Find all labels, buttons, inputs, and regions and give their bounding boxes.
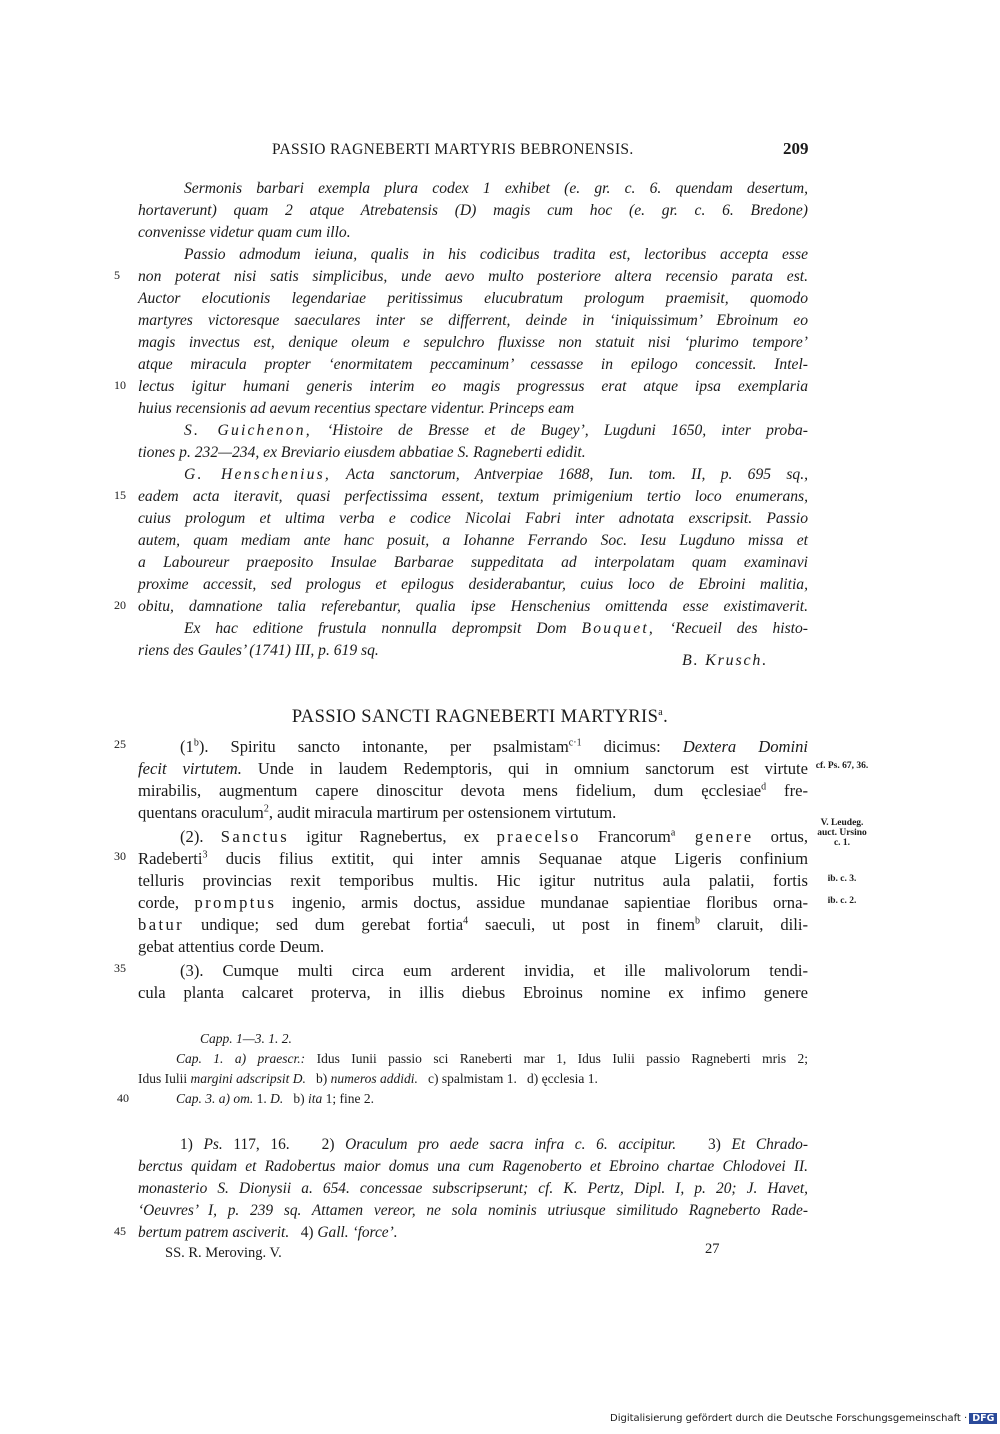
intro-line: a Laboureur praeposito Insulae Barbarae suppeditata ad interpolatam quam examinavi: [138, 554, 808, 571]
author-name: S. Guichenon,: [184, 422, 312, 439]
intro-line: proxime accessit, sed prologus et epilogus desiderabantur, cuius loco de Ebroini malitia,: [138, 576, 808, 593]
line-number: 15: [114, 488, 126, 502]
spaced-word: praecelso: [496, 827, 581, 846]
author-name: Bouquet,: [581, 620, 655, 637]
text-span: igitur Ragnebertus, ex: [289, 827, 497, 846]
text-line: gebat attentius corde Deum.: [138, 937, 325, 956]
text-line: [138, 781, 808, 803]
apparatus-text: margini adscripsit D.: [190, 1071, 306, 1086]
footnote-text: 3): [676, 1136, 732, 1153]
dfg-logo: DFG: [969, 1413, 997, 1424]
text-span: ). Spiritu sancto intonante, per psalmistam: [198, 737, 569, 756]
text-span: undique; sed dum gerebat fortia: [184, 915, 464, 934]
footnote-text: Oraculum pro aede sacra infra c. 6. accipitur.: [345, 1136, 677, 1153]
text-span: dicimus:: [581, 737, 683, 756]
side-note: [812, 818, 872, 848]
text-line: [138, 759, 808, 781]
intro-line-text: ‘Histoire de Bresse et de Bugey’, Lugduni 1650, inter proba-: [311, 422, 808, 439]
text-span: ortus,: [753, 827, 808, 846]
text-span: (2).: [180, 827, 221, 846]
side-note-line: V. Leudeg.: [820, 818, 864, 828]
intro-line-text: Acta sanctorum, Antverpiae 1688, Iun. tom. II, p. 695 sq.,: [331, 466, 808, 483]
text-span: (1: [180, 737, 194, 756]
intro-line: tiones p. 232—234, ex Breviario eiusdem abbatiae S. Ragneberti edidit.: [138, 444, 586, 461]
intro-line-text: Ex hac editione frustula nonnulla deprompsit Dom: [184, 620, 582, 637]
footnote-marker: 4: [463, 915, 469, 927]
intro-line-text: eadem acta iteravit, quasi perfectissima essent, textum primigenium tertio loco enumerans,: [138, 488, 808, 505]
apparatus-text: 1.: [253, 1091, 271, 1106]
footnote-marker: a: [658, 706, 664, 718]
intro-line: atque miracula propter ‘enormitatem peccaminum’ cessasse in epilogo concessit. Intel-: [138, 356, 808, 373]
scripture-quote: Dextera Domini: [682, 737, 809, 756]
footnote-text: bertum patrem asciverit.: [138, 1224, 290, 1241]
apparatus-text: numeros addidi.: [330, 1071, 418, 1086]
line-number: 45: [114, 1224, 126, 1238]
line-number: 30: [114, 849, 126, 863]
spaced-word: Sanctus: [220, 827, 290, 846]
intro-line-text: lectus igitur humani generis interim eo magis progressus erat atque ipsa exemplaria: [138, 378, 808, 395]
apparatus-text: Idus Iulii: [138, 1071, 191, 1086]
apparatus-text: ita: [308, 1091, 323, 1106]
line-number: 35: [114, 961, 126, 975]
intro-line-text: obitu, damnatione talia referebantur, qualia ipse Henschenius omittenda esse existimaverit.: [138, 598, 808, 615]
intro-line: cuius prologum et ultima verba e codice Nicolai Fabri inter adnotata exscripsit. Passio: [138, 510, 808, 527]
section-title: PASSIO SANCTI RAGNEBERTI MARTYRIS$^a$.: [291, 706, 669, 727]
apparatus-line: [117, 1091, 846, 1109]
footnote-line: [180, 1136, 808, 1156]
apparatus-text: Cap. 1. a): [176, 1051, 258, 1066]
footnote-line: ‘Oeuvres’ I, p. 239 sq. Attamen vereor, ne sola nominis utriusque similitudo Ragneberto Rade-: [138, 1202, 808, 1219]
text-line: [180, 827, 808, 849]
spaced-word: batur: [138, 915, 185, 934]
text-span: ingenio, armis doctus, assidue mundanae sapientiae floribus orna-: [276, 893, 808, 912]
footnote-marker: b: [193, 737, 199, 749]
text-span: Radeberti: [138, 849, 203, 868]
text-span: corde,: [138, 893, 195, 912]
line-number: 25: [114, 737, 126, 751]
apparatus-line: [138, 1071, 808, 1089]
apparatus-line: [176, 1051, 808, 1069]
intro-line: [114, 378, 808, 398]
footnote-text: Gall. ‘force’.: [317, 1224, 398, 1241]
intro-line: [114, 488, 808, 508]
text-line: [114, 737, 809, 759]
intro-line: [184, 466, 808, 486]
intro-line: Auctor elocutionis legendariae peritissimus elucubratum prologum praemisit, quomodo: [138, 290, 808, 307]
text-span: saeculi, ut post in finem: [468, 915, 695, 934]
text-span: quentans oraculum: [138, 803, 264, 822]
intro-line: riens des Gaules’ (1741) III, p. 619 sq.: [138, 642, 379, 659]
intro-line: autem, quam mediam ante hanc posuit, a Iohanne Ferrando Soc. Iesu Lugduno missa et: [138, 532, 808, 549]
line-number: 20: [114, 598, 126, 612]
intro-line: martyres victoresque saeculares inter se differrent, deinde in ‘iniquissimum’ Ebroinum eo: [138, 312, 808, 329]
side-note: ib. c. 3.: [827, 874, 857, 884]
text-span: Francorum: [580, 827, 671, 846]
side-note-line: auct. Ursino: [817, 828, 867, 838]
footnote-marker: a: [670, 827, 676, 839]
text-line: [114, 961, 808, 983]
apparatus-line: [200, 1031, 870, 1049]
digitization-footer: [610, 1413, 997, 1424]
text-span: Unde in laudem Redemptoris, qui in omnium sanctorum est virtute: [241, 759, 808, 778]
text-span: ducis filius extitit, qui inter amnis Sequanae atque Ligeris confinium: [207, 849, 808, 868]
footnote-marker: c·1: [568, 737, 582, 749]
apparatus-text: Cap. 3. a): [176, 1091, 234, 1106]
intro-line-text: ‘Recueil des histo-: [654, 620, 808, 637]
intro-line: Sermonis barbari exempla plura codex 1 exhibet (e. gr. c. 6. quendam desertum,: [184, 180, 808, 197]
footnote-line: berctus quidam et Radobertus maior domus una cum Ragenoberto et Ebroino chartae Chlodovei II.: [138, 1158, 808, 1175]
line-number: 10: [114, 378, 126, 392]
intro-line-text: non poterat nisi satis simplicibus, unde aevo multo posteriore altera recensio parata est.: [138, 268, 808, 285]
scripture-quote: fecit virtutem.: [138, 759, 242, 778]
apparatus-text: c) spalmistam 1. d) ęcclesia 1.: [417, 1071, 598, 1086]
apparatus-text: Capp. 1—3. 1. 2.: [200, 1031, 292, 1046]
line-number: 5: [114, 268, 120, 282]
apparatus-text: praescr.:: [257, 1051, 306, 1066]
text-span: mirabilis, augmentum capere dinoscitur devota mens fidelium, dum ęcclesiae: [138, 781, 762, 800]
intro-line: [184, 620, 808, 640]
side-note: cf. Ps. 67, 36.: [815, 761, 869, 771]
footnote-marker: d: [761, 781, 767, 793]
text-line: [138, 803, 808, 825]
apparatus-text: 1; fine 2.: [322, 1091, 375, 1106]
footnote-text: Et Chrado-: [731, 1136, 808, 1153]
text-line: telluris provincias rexit temporibus multis. Hic igitur nutritus aula palatii, fortis: [138, 871, 808, 890]
footer-text: Digitalisierung gefördert durch die Deutsche Forschungsgemeinschaft ·: [610, 1413, 968, 1424]
footnote-marker: b: [695, 915, 700, 927]
footnote-text: Ps.: [203, 1136, 223, 1153]
intro-line: hortaverunt) quam 2 atque Atrebatensis (D) magis cum hoc (e. gr. c. 6. Bredone): [138, 202, 808, 219]
intro-line: huius recensionis ad aevum recentius spectare videntur. Princeps eam: [138, 400, 575, 417]
author-name: G. Henschenius,: [184, 466, 332, 483]
text-span: fre-: [766, 781, 808, 800]
spaced-word: genere: [675, 827, 754, 846]
footnote-text: 117, 16. 2): [222, 1136, 346, 1153]
side-note-line: c. 1.: [833, 838, 851, 848]
section-title-text: PASSIO SANCTI RAGNEBERTI MARTYRIS: [291, 707, 659, 727]
text-span: (3). Cumque multi circa eum arderent invidia, et ille malivolorum tendi-: [180, 961, 808, 980]
intro-line: Passio admodum ieiuna, qualis in his codicibus tradita est, lectoribus accepta esse: [184, 246, 808, 263]
footnote-marker: 2: [263, 803, 269, 815]
running-title: PASSIO RAGNEBERTI MARTYRIS BEBRONENSIS.: [272, 141, 634, 158]
apparatus-text: Idus Iunii passio sci Raneberti mar 1, Idus Iulii passio Ragneberti mris 2;: [305, 1051, 809, 1066]
intro-line: [184, 422, 808, 442]
text-line: cula planta calcaret proterva, in illis diebus Ebroinus nomine ex infimo genere: [138, 983, 808, 1002]
intro-line: convenisse videtur quam cum illo.: [138, 224, 351, 241]
intro-line: [114, 598, 808, 618]
text-line: [114, 849, 808, 871]
apparatus-text: b): [305, 1071, 331, 1086]
footnote-text: 4): [289, 1224, 318, 1241]
footnote-text: 1): [180, 1136, 204, 1153]
intro-line: [114, 268, 808, 288]
footnote-marker: 3: [202, 849, 208, 861]
running-header: [0, 141, 1000, 167]
signature-number: 27: [705, 1241, 720, 1257]
footnote-line: monasterio S. Dionysii a. 654. concessae subscripserunt; cf. K. Pertz, Dipl. I, p. 20; J. Havet,: [138, 1180, 808, 1197]
apparatus-text: b): [283, 1091, 308, 1106]
text-line: [138, 915, 808, 937]
text-span: claruit, dili-: [700, 915, 808, 934]
apparatus-text: D.: [270, 1091, 284, 1106]
page-number: 209: [783, 139, 809, 158]
signature-mark: SS. R. Meroving. V.: [165, 1245, 282, 1261]
spaced-word: promptus: [194, 893, 277, 912]
side-note: ib. c. 2.: [827, 896, 857, 906]
editor-signature: B. Krusch.: [682, 652, 768, 669]
text-span: , audit miracula martirum per ostensionem virtutum.: [268, 803, 617, 822]
line-number: 40: [117, 1091, 129, 1105]
apparatus-text: om.: [233, 1091, 254, 1106]
text-line: [138, 893, 808, 915]
intro-line: magis invectus est, denique oleum e sepulchro fluxisse non statuit nisi ‘plurimo tempore’: [138, 334, 808, 351]
